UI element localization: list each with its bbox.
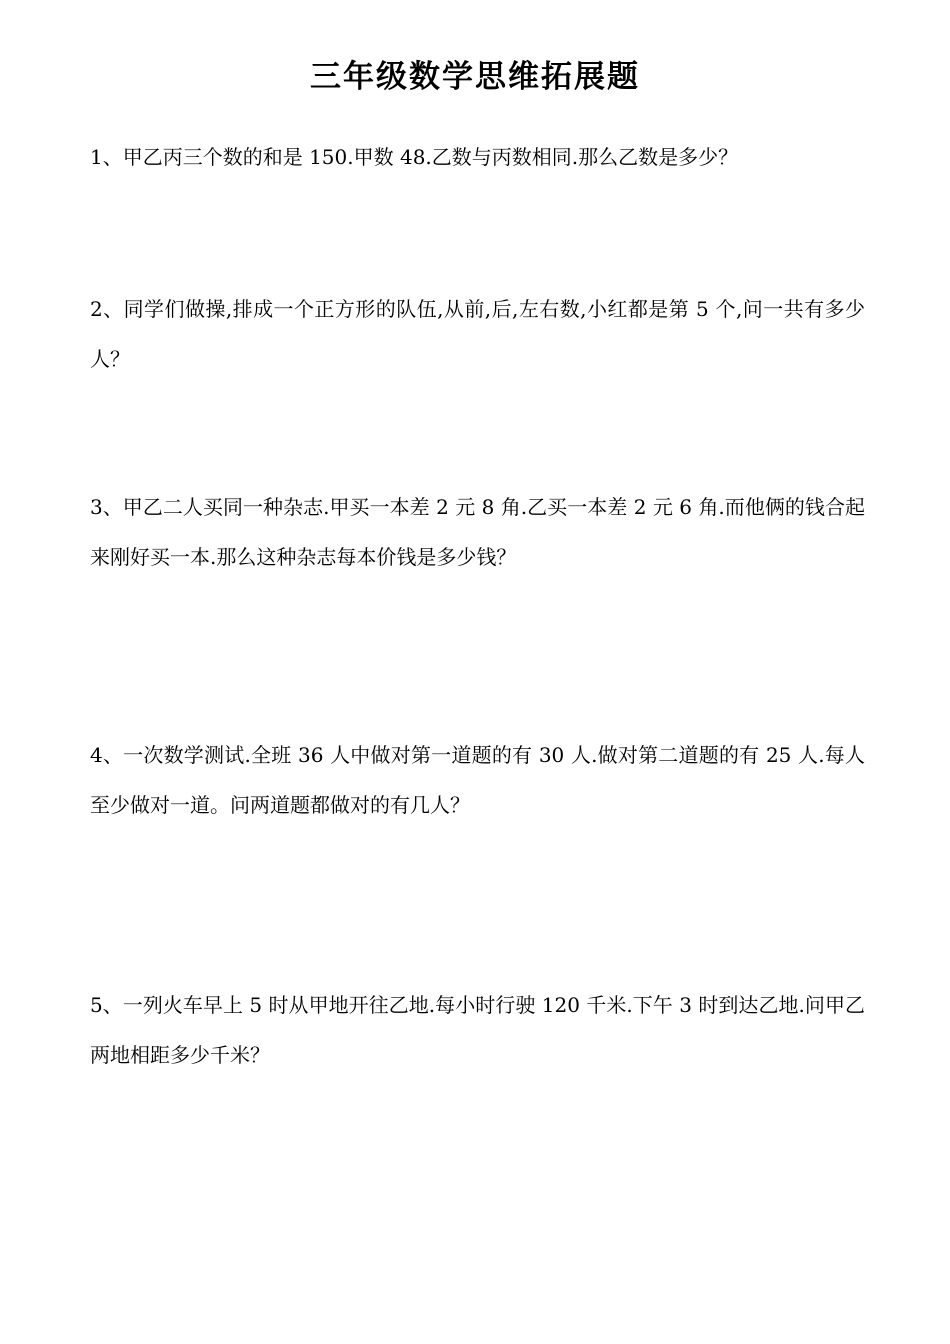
question-5: 5、一列火车早上 5 时从甲地开往乙地.每小时行驶 120 千米.下午 3 时到达乙地.问甲乙两地相距多少千米？ [90,993,865,1067]
worksheet-title: 三年级数学思维拓展题 [310,59,640,95]
question-1: 1、甲乙丙三个数的和是 150.甲数 48.乙数与丙数相同.那么乙数是多少？ [90,145,739,169]
question-2: 2、同学们做操,排成一个正方形的队伍,从前,后,左右数,小红都是第 5 个,问一共有多少人？ [90,297,865,371]
question-4: 4、一次数学测试.全班 36 人中做对第一道题的有 30 人.做对第二道题的有 25 人.每人至少做对一道。问两道题都做对的有几人？ [90,743,865,817]
question-3: 3、甲乙二人买同一种杂志.甲买一本差 2 元 8 角.乙买一本差 2 元 6 角.而他俩的钱合起来刚好买一本.那么这种杂志每本价钱是多少钱？ [90,495,865,569]
